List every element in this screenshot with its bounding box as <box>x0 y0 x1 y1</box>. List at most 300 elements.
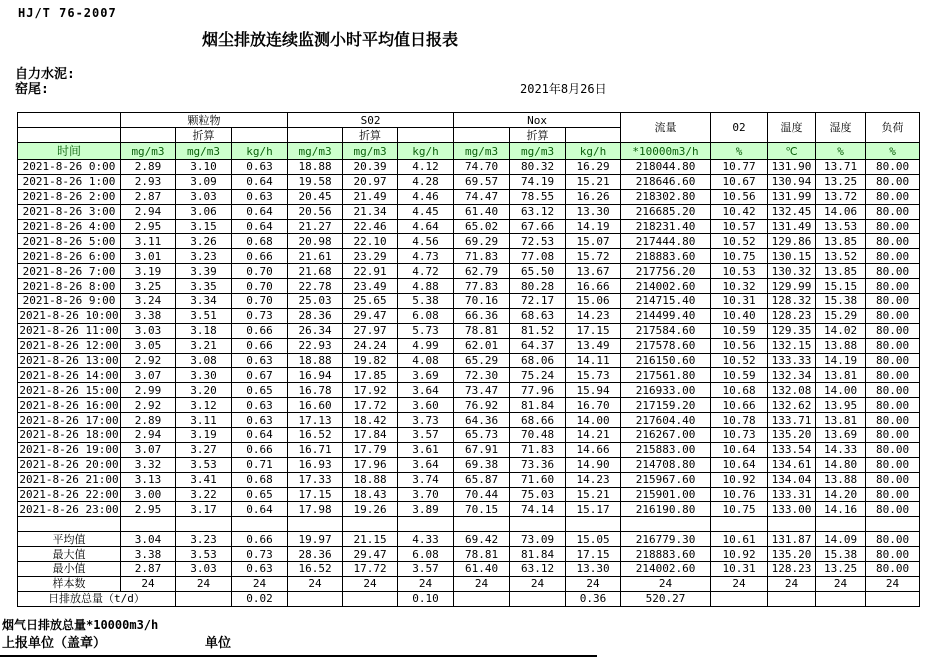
table-row <box>18 264 920 279</box>
value-cell: 25.03 <box>288 294 343 309</box>
value-cell: 69.29 <box>454 234 510 249</box>
header-empty-cell <box>288 128 343 143</box>
value-cell: 16.70 <box>566 398 621 413</box>
value-cell: 65.50 <box>510 264 566 279</box>
table-row <box>18 457 920 472</box>
daily-total-value-cell: 0.02 <box>232 591 288 606</box>
summary-value-cell: 10.61 <box>711 532 768 547</box>
header-temperature: 温度 <box>768 113 816 143</box>
value-cell: 80.00 <box>866 308 920 323</box>
value-cell: 0.68 <box>232 472 288 487</box>
value-cell: 74.47 <box>454 189 510 204</box>
unit-cell: kg/h <box>398 143 454 160</box>
summary-value-cell: 0.63 <box>232 562 288 577</box>
value-cell: 132.62 <box>768 398 816 413</box>
value-cell: 0.64 <box>232 428 288 443</box>
value-cell: 70.15 <box>454 502 510 517</box>
value-cell: 133.00 <box>768 502 816 517</box>
value-cell: 64.36 <box>454 413 510 428</box>
value-cell: 3.51 <box>176 308 232 323</box>
value-cell: 10.64 <box>711 442 768 457</box>
summary-value-cell: 24 <box>768 576 816 591</box>
time-cell: 2021-8-26 3:00 <box>18 204 121 219</box>
value-cell: 217584.60 <box>621 323 711 338</box>
daily-total-value-cell <box>768 591 816 606</box>
value-cell: 2.93 <box>121 174 176 189</box>
summary-row <box>18 547 920 562</box>
value-cell: 20.97 <box>343 174 398 189</box>
value-cell: 21.27 <box>288 219 343 234</box>
table-row <box>18 219 920 234</box>
value-cell: 20.45 <box>288 189 343 204</box>
empty-cell <box>343 517 398 532</box>
empty-cell <box>288 517 343 532</box>
value-cell: 3.13 <box>121 472 176 487</box>
value-cell: 71.83 <box>510 442 566 457</box>
value-cell: 215967.60 <box>621 472 711 487</box>
value-cell: 16.60 <box>288 398 343 413</box>
unit-cell: % <box>816 143 866 160</box>
value-cell: 10.66 <box>711 398 768 413</box>
value-cell: 24.24 <box>343 338 398 353</box>
value-cell: 131.90 <box>768 160 816 175</box>
summary-value-cell: 214002.60 <box>621 562 711 577</box>
value-cell: 3.38 <box>121 308 176 323</box>
empty-cell <box>232 517 288 532</box>
value-cell: 28.36 <box>288 308 343 323</box>
table-row <box>18 160 920 175</box>
value-cell: 10.56 <box>711 338 768 353</box>
value-cell: 14.11 <box>566 353 621 368</box>
value-cell: 14.90 <box>566 457 621 472</box>
summary-value-cell: 10.31 <box>711 562 768 577</box>
header-converted-nox: 折算 <box>510 128 566 143</box>
value-cell: 10.52 <box>711 234 768 249</box>
value-cell: 3.74 <box>398 472 454 487</box>
value-cell: 0.66 <box>232 442 288 457</box>
value-cell: 81.84 <box>510 398 566 413</box>
time-cell: 2021-8-26 17:00 <box>19 413 119 427</box>
value-cell: 65.29 <box>454 353 510 368</box>
value-cell: 78.81 <box>454 323 510 338</box>
summary-value-cell: 13.25 <box>816 562 866 577</box>
value-cell: 10.73 <box>711 428 768 443</box>
summary-value-cell: 29.47 <box>343 547 398 562</box>
value-cell: 0.64 <box>232 219 288 234</box>
value-cell: 133.31 <box>768 487 816 502</box>
value-cell: 65.87 <box>454 472 510 487</box>
empty-cell <box>398 517 454 532</box>
unit-cell: kg/h <box>566 143 621 160</box>
summary-row <box>18 532 920 547</box>
value-cell: 20.39 <box>343 160 398 175</box>
summary-value-cell: 24 <box>343 576 398 591</box>
summary-row <box>18 576 920 591</box>
value-cell: 3.11 <box>121 234 176 249</box>
header-units-row <box>18 143 920 160</box>
summary-row <box>18 562 920 577</box>
value-cell: 14.16 <box>816 502 866 517</box>
value-cell: 3.20 <box>176 383 232 398</box>
daily-total-row <box>18 591 920 606</box>
value-cell: 3.00 <box>121 487 176 502</box>
value-cell: 3.53 <box>176 457 232 472</box>
value-cell: 218044.80 <box>621 160 711 175</box>
empty-cell <box>621 517 711 532</box>
table-row <box>18 413 920 428</box>
value-cell: 13.95 <box>816 398 866 413</box>
value-cell: 10.52 <box>711 353 768 368</box>
value-cell: 64.37 <box>510 338 566 353</box>
value-cell: 80.00 <box>866 294 920 309</box>
unit-cell: % <box>866 143 920 160</box>
value-cell: 16.66 <box>566 279 621 294</box>
value-cell: 4.64 <box>398 219 454 234</box>
header-converted-pm: 折算 <box>176 128 232 143</box>
value-cell: 0.66 <box>232 249 288 264</box>
value-cell: 130.94 <box>768 174 816 189</box>
summary-value-cell: 21.15 <box>343 532 398 547</box>
value-cell: 69.38 <box>454 457 510 472</box>
value-cell: 129.35 <box>768 323 816 338</box>
value-cell: 80.00 <box>866 487 920 502</box>
value-cell: 128.23 <box>768 308 816 323</box>
value-cell: 132.34 <box>768 368 816 383</box>
header-empty-cell <box>121 128 176 143</box>
time-cell: 2021-8-26 22:00 <box>19 488 119 502</box>
value-cell: 15.17 <box>566 502 621 517</box>
value-cell: 217578.60 <box>621 338 711 353</box>
summary-value-cell: 16.52 <box>288 562 343 577</box>
header-empty-cell <box>18 128 121 143</box>
value-cell: 17.92 <box>343 383 398 398</box>
value-cell: 18.42 <box>343 413 398 428</box>
value-cell: 61.40 <box>454 204 510 219</box>
daily-total-value-cell <box>816 591 866 606</box>
value-cell: 13.85 <box>816 264 866 279</box>
empty-cell <box>816 517 866 532</box>
value-cell: 21.68 <box>288 264 343 279</box>
value-cell: 14.80 <box>816 457 866 472</box>
value-cell: 131.49 <box>768 219 816 234</box>
value-cell: 70.16 <box>454 294 510 309</box>
value-cell: 68.66 <box>510 413 566 428</box>
value-cell: 74.14 <box>510 502 566 517</box>
time-cell: 2021-8-26 7:00 <box>18 264 121 279</box>
summary-value-cell: 24 <box>510 576 566 591</box>
value-cell: 216190.80 <box>621 502 711 517</box>
value-cell: 3.26 <box>176 234 232 249</box>
header-empty-cell <box>454 128 510 143</box>
value-cell: 80.00 <box>866 219 920 234</box>
value-cell: 10.31 <box>711 294 768 309</box>
summary-value-cell: 80.00 <box>866 562 920 577</box>
table-row <box>18 487 920 502</box>
value-cell: 3.08 <box>176 353 232 368</box>
header-group-row <box>18 113 920 128</box>
summary-label-cell: 最小值 <box>18 562 121 577</box>
value-cell: 14.21 <box>566 428 621 443</box>
value-cell: 216685.20 <box>621 204 711 219</box>
value-cell: 4.99 <box>398 338 454 353</box>
value-cell: 14.02 <box>816 323 866 338</box>
value-cell: 133.54 <box>768 442 816 457</box>
value-cell: 0.63 <box>232 413 288 428</box>
time-cell: 2021-8-26 20:00 <box>19 458 119 472</box>
summary-value-cell: 80.00 <box>866 547 920 562</box>
daily-total-label: 日排放总量（t/d） <box>18 591 176 606</box>
value-cell: 22.46 <box>343 219 398 234</box>
value-cell: 22.10 <box>343 234 398 249</box>
empty-cell <box>121 517 176 532</box>
table-row <box>18 234 920 249</box>
value-cell: 130.32 <box>768 264 816 279</box>
summary-value-cell: 24 <box>454 576 510 591</box>
value-cell: 2.92 <box>121 398 176 413</box>
value-cell: 14.00 <box>816 383 866 398</box>
header-empty-cell <box>566 128 621 143</box>
value-cell: 13.71 <box>816 160 866 175</box>
value-cell: 15.72 <box>566 249 621 264</box>
header-o2: 02 <box>711 113 768 143</box>
value-cell: 2.95 <box>121 502 176 517</box>
summary-value-cell: 24 <box>398 576 454 591</box>
value-cell: 21.34 <box>343 204 398 219</box>
value-cell: 0.63 <box>232 160 288 175</box>
value-cell: 68.06 <box>510 353 566 368</box>
value-cell: 77.83 <box>454 279 510 294</box>
value-cell: 217604.40 <box>621 413 711 428</box>
value-cell: 71.60 <box>510 472 566 487</box>
flow-total-note: 烟气日排放总量*10000m3/h <box>2 618 159 632</box>
summary-value-cell: 15.05 <box>566 532 621 547</box>
value-cell: 80.00 <box>866 398 920 413</box>
value-cell: 13.69 <box>816 428 866 443</box>
value-cell: 0.73 <box>232 308 288 323</box>
value-cell: 80.00 <box>866 428 920 443</box>
value-cell: 4.12 <box>398 160 454 175</box>
value-cell: 16.26 <box>566 189 621 204</box>
value-cell: 3.64 <box>398 457 454 472</box>
unit-cell: ℃ <box>768 143 816 160</box>
value-cell: 3.18 <box>176 323 232 338</box>
value-cell: 0.66 <box>232 338 288 353</box>
unit-cell: mg/m3 <box>121 143 176 160</box>
time-cell: 2021-8-26 19:00 <box>19 443 119 457</box>
time-cell: 2021-8-26 15:00 <box>19 383 119 397</box>
header-empty-cell <box>232 128 288 143</box>
time-cell: 2021-8-26 9:00 <box>18 294 121 309</box>
value-cell: 27.97 <box>343 323 398 338</box>
value-cell: 132.08 <box>768 383 816 398</box>
time-cell: 2021-8-26 14:00 <box>19 368 119 382</box>
summary-value-cell: 24 <box>566 576 621 591</box>
header-empty-cell <box>18 113 121 128</box>
value-cell: 13.81 <box>816 368 866 383</box>
daily-total-value-cell <box>866 591 920 606</box>
value-cell: 77.08 <box>510 249 566 264</box>
value-cell: 13.30 <box>566 204 621 219</box>
value-cell: 10.67 <box>711 174 768 189</box>
table-row <box>18 353 920 368</box>
value-cell: 3.05 <box>121 338 176 353</box>
value-cell: 17.33 <box>288 472 343 487</box>
time-cell: 2021-8-26 13:00 <box>19 354 119 368</box>
value-cell: 0.67 <box>232 368 288 383</box>
table-row <box>18 502 920 517</box>
value-cell: 65.02 <box>454 219 510 234</box>
value-cell: 15.21 <box>566 487 621 502</box>
empty-cell <box>510 517 566 532</box>
value-cell: 67.66 <box>510 219 566 234</box>
value-cell: 13.49 <box>566 338 621 353</box>
value-cell: 215901.00 <box>621 487 711 502</box>
value-cell: 17.79 <box>343 442 398 457</box>
table-row <box>18 472 920 487</box>
value-cell: 80.00 <box>866 413 920 428</box>
value-cell: 10.77 <box>711 160 768 175</box>
value-cell: 3.30 <box>176 368 232 383</box>
value-cell: 3.25 <box>121 279 176 294</box>
daily-total-value-cell <box>454 591 510 606</box>
time-cell: 2021-8-26 5:00 <box>18 234 121 249</box>
table-row <box>18 383 920 398</box>
value-cell: 133.71 <box>768 413 816 428</box>
value-cell: 3.24 <box>121 294 176 309</box>
value-cell: 18.88 <box>343 472 398 487</box>
value-cell: 13.67 <box>566 264 621 279</box>
value-cell: 0.65 <box>232 487 288 502</box>
unit-label: 单位 <box>205 636 232 651</box>
value-cell: 14.23 <box>566 472 621 487</box>
value-cell: 10.68 <box>711 383 768 398</box>
value-cell: 3.17 <box>176 502 232 517</box>
value-cell: 10.76 <box>711 487 768 502</box>
value-cell: 3.61 <box>398 442 454 457</box>
summary-value-cell: 19.97 <box>288 532 343 547</box>
value-cell: 81.52 <box>510 323 566 338</box>
value-cell: 3.19 <box>176 428 232 443</box>
value-cell: 16.94 <box>288 368 343 383</box>
value-cell: 80.00 <box>866 264 920 279</box>
value-cell: 14.23 <box>566 308 621 323</box>
value-cell: 74.19 <box>510 174 566 189</box>
value-cell: 29.47 <box>343 308 398 323</box>
value-cell: 0.70 <box>232 294 288 309</box>
value-cell: 133.33 <box>768 353 816 368</box>
value-cell: 78.55 <box>510 189 566 204</box>
value-cell: 15.38 <box>816 294 866 309</box>
value-cell: 14.66 <box>566 442 621 457</box>
value-cell: 14.20 <box>816 487 866 502</box>
table-body <box>18 160 920 607</box>
summary-value-cell: 4.33 <box>398 532 454 547</box>
value-cell: 62.01 <box>454 338 510 353</box>
value-cell: 4.72 <box>398 264 454 279</box>
time-cell: 2021-8-26 1:00 <box>18 174 121 189</box>
value-cell: 15.21 <box>566 174 621 189</box>
value-cell: 215883.00 <box>621 442 711 457</box>
value-cell: 5.38 <box>398 294 454 309</box>
daily-total-value-cell <box>711 591 768 606</box>
value-cell: 216267.00 <box>621 428 711 443</box>
summary-value-cell: 24 <box>621 576 711 591</box>
empty-cell <box>566 517 621 532</box>
value-cell: 0.71 <box>232 457 288 472</box>
value-cell: 20.98 <box>288 234 343 249</box>
summary-value-cell: 128.23 <box>768 562 816 577</box>
value-cell: 217756.20 <box>621 264 711 279</box>
value-cell: 3.89 <box>398 502 454 517</box>
value-cell: 17.13 <box>288 413 343 428</box>
value-cell: 4.73 <box>398 249 454 264</box>
value-cell: 10.53 <box>711 264 768 279</box>
summary-value-cell: 17.72 <box>343 562 398 577</box>
empty-cell <box>768 517 816 532</box>
value-cell: 3.06 <box>176 204 232 219</box>
summary-label-cell: 样本数 <box>18 576 121 591</box>
value-cell: 70.44 <box>454 487 510 502</box>
summary-value-cell: 3.38 <box>121 547 176 562</box>
time-cell: 2021-8-26 12:00 <box>19 339 119 353</box>
reporting-unit-label: 上报单位（盖章） <box>2 636 107 651</box>
daily-total-value-cell: 0.36 <box>566 591 621 606</box>
value-cell: 75.03 <box>510 487 566 502</box>
summary-value-cell: 80.00 <box>866 532 920 547</box>
value-cell: 0.64 <box>232 502 288 517</box>
unit-cell: kg/h <box>232 143 288 160</box>
value-cell: 80.00 <box>866 249 920 264</box>
value-cell: 80.32 <box>510 160 566 175</box>
value-cell: 3.35 <box>176 279 232 294</box>
time-cell: 2021-8-26 0:00 <box>18 160 121 175</box>
value-cell: 0.63 <box>232 189 288 204</box>
page-title: 烟尘排放连续监测小时平均值日报表 <box>201 30 458 49</box>
value-cell: 65.73 <box>454 428 510 443</box>
value-cell: 23.29 <box>343 249 398 264</box>
value-cell: 17.15 <box>288 487 343 502</box>
value-cell: 3.60 <box>398 398 454 413</box>
value-cell: 132.45 <box>768 204 816 219</box>
value-cell: 80.00 <box>866 368 920 383</box>
header-group-nox: Nox <box>454 113 621 128</box>
summary-value-cell: 81.84 <box>510 547 566 562</box>
value-cell: 214002.60 <box>621 279 711 294</box>
value-cell: 69.57 <box>454 174 510 189</box>
value-cell: 80.00 <box>866 472 920 487</box>
summary-value-cell: 63.12 <box>510 562 566 577</box>
unit-cell: mg/m3 <box>454 143 510 160</box>
summary-value-cell: 216779.30 <box>621 532 711 547</box>
time-cell: 2021-8-26 4:00 <box>18 219 121 234</box>
header-converted-so2: 折算 <box>343 128 398 143</box>
summary-value-cell: 73.09 <box>510 532 566 547</box>
time-cell: 2021-8-26 11:00 <box>19 324 119 338</box>
value-cell: 4.88 <box>398 279 454 294</box>
value-cell: 3.34 <box>176 294 232 309</box>
value-cell: 217159.20 <box>621 398 711 413</box>
table-row <box>18 279 920 294</box>
value-cell: 80.00 <box>866 457 920 472</box>
summary-value-cell: 3.57 <box>398 562 454 577</box>
summary-value-cell: 24 <box>121 576 176 591</box>
value-cell: 2.94 <box>121 204 176 219</box>
time-cell: 2021-8-26 2:00 <box>18 189 121 204</box>
value-cell: 3.21 <box>176 338 232 353</box>
summary-value-cell: 24 <box>232 576 288 591</box>
value-cell: 2.99 <box>121 383 176 398</box>
table-row <box>18 249 920 264</box>
